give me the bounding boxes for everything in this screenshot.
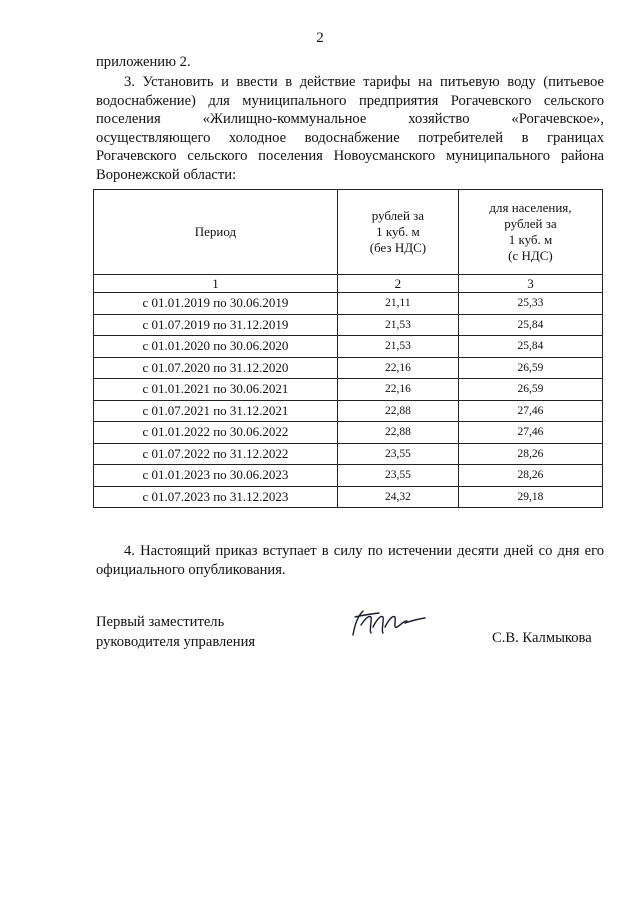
signer-title (96, 612, 255, 652)
no-vat-cell: 23,55 (337, 465, 458, 487)
with-vat-cell: 27,46 (458, 400, 602, 422)
no-vat-cell: 21,53 (337, 336, 458, 358)
table-header-row (94, 190, 603, 275)
period-cell: с 01.07.2022 по 31.12.2022 (94, 443, 338, 465)
no-vat-cell: 22,88 (337, 422, 458, 444)
signer-title-line: руководителя управления (96, 634, 256, 650)
table-row (94, 486, 603, 508)
header-no-vat (337, 190, 458, 275)
table-row (94, 443, 603, 465)
period-cell: с 01.01.2019 по 30.06.2019 (94, 293, 338, 315)
table-row (94, 314, 603, 336)
column-number: 3 (458, 275, 602, 293)
period-cell: с 01.01.2022 по 30.06.2022 (94, 422, 338, 444)
with-vat-cell: 28,26 (458, 465, 602, 487)
period-cell: с 01.01.2021 по 30.06.2021 (94, 379, 338, 401)
table-row (94, 357, 603, 379)
period-cell: с 01.07.2020 по 31.12.2020 (94, 357, 338, 379)
with-vat-cell: 26,59 (458, 357, 602, 379)
with-vat-cell: 29,18 (458, 486, 602, 508)
paragraph-3: 3. Установить и ввести в действие тарифы на питьевую воду (питьевое водоснабжение) для муниципального предприятия Рогачевского сельского поселения «Жилищно-коммунальное хозяйство «Рогачевское», осуществляющего холодное водоснабжение потребителей в границах Рогачевского сельского поселения Новоусманского муниципального района Воронежской области: (96, 74, 604, 183)
no-vat-cell: 21,11 (337, 293, 458, 315)
no-vat-cell: 23,55 (337, 443, 458, 465)
header-period (94, 190, 338, 275)
header-no-vat-line: рублей за (371, 208, 425, 223)
signer-title-line: Первый заместитель (96, 614, 225, 630)
no-vat-cell: 22,16 (337, 357, 458, 379)
tariff-table (93, 189, 603, 508)
no-vat-cell: 22,16 (337, 379, 458, 401)
table-row (94, 400, 603, 422)
header-with-vat-line: 1 куб. м (508, 232, 553, 247)
table-row (94, 293, 603, 315)
table-row (94, 422, 603, 444)
period-cell: с 01.07.2023 по 31.12.2023 (94, 486, 338, 508)
handwritten-signature-icon (345, 605, 435, 645)
with-vat-cell: 25,84 (458, 314, 602, 336)
header-with-vat (458, 190, 602, 275)
table-row (94, 379, 603, 401)
no-vat-cell: 21,53 (337, 314, 458, 336)
with-vat-cell: 27,46 (458, 422, 602, 444)
table-row (94, 336, 603, 358)
with-vat-cell: 26,59 (458, 379, 602, 401)
column-number-row (94, 275, 603, 293)
column-number: 1 (94, 275, 338, 293)
period-cell: с 01.01.2020 по 30.06.2020 (94, 336, 338, 358)
paragraph-4: 4. Настоящий приказ вступает в силу по истечении десяти дней со дня его официального опубликования. (96, 543, 604, 578)
header-with-vat-line: рублей за (504, 216, 557, 231)
header-no-vat-line: (без НДС) (369, 240, 427, 255)
with-vat-cell: 25,84 (458, 336, 602, 358)
period-cell: с 01.07.2021 по 31.12.2021 (94, 400, 338, 422)
period-cell: с 01.07.2019 по 31.12.2019 (94, 314, 338, 336)
with-vat-cell: 28,26 (458, 443, 602, 465)
header-with-vat-line: (с НДС) (508, 248, 553, 263)
header-no-vat-line: 1 куб. м (376, 224, 420, 239)
header-with-vat-line: для населения, (489, 200, 572, 215)
no-vat-cell: 24,32 (337, 486, 458, 508)
column-number: 2 (337, 275, 458, 293)
paragraph-continuation: приложению 2. (96, 54, 191, 70)
header-period-label: Период (194, 224, 237, 239)
no-vat-cell: 22,88 (337, 400, 458, 422)
signer-name: С.В. Калмыкова (492, 630, 592, 646)
period-cell: с 01.01.2023 по 30.06.2023 (94, 465, 338, 487)
table-row (94, 465, 603, 487)
with-vat-cell: 25,33 (458, 293, 602, 315)
page-number: 2 (316, 30, 324, 46)
